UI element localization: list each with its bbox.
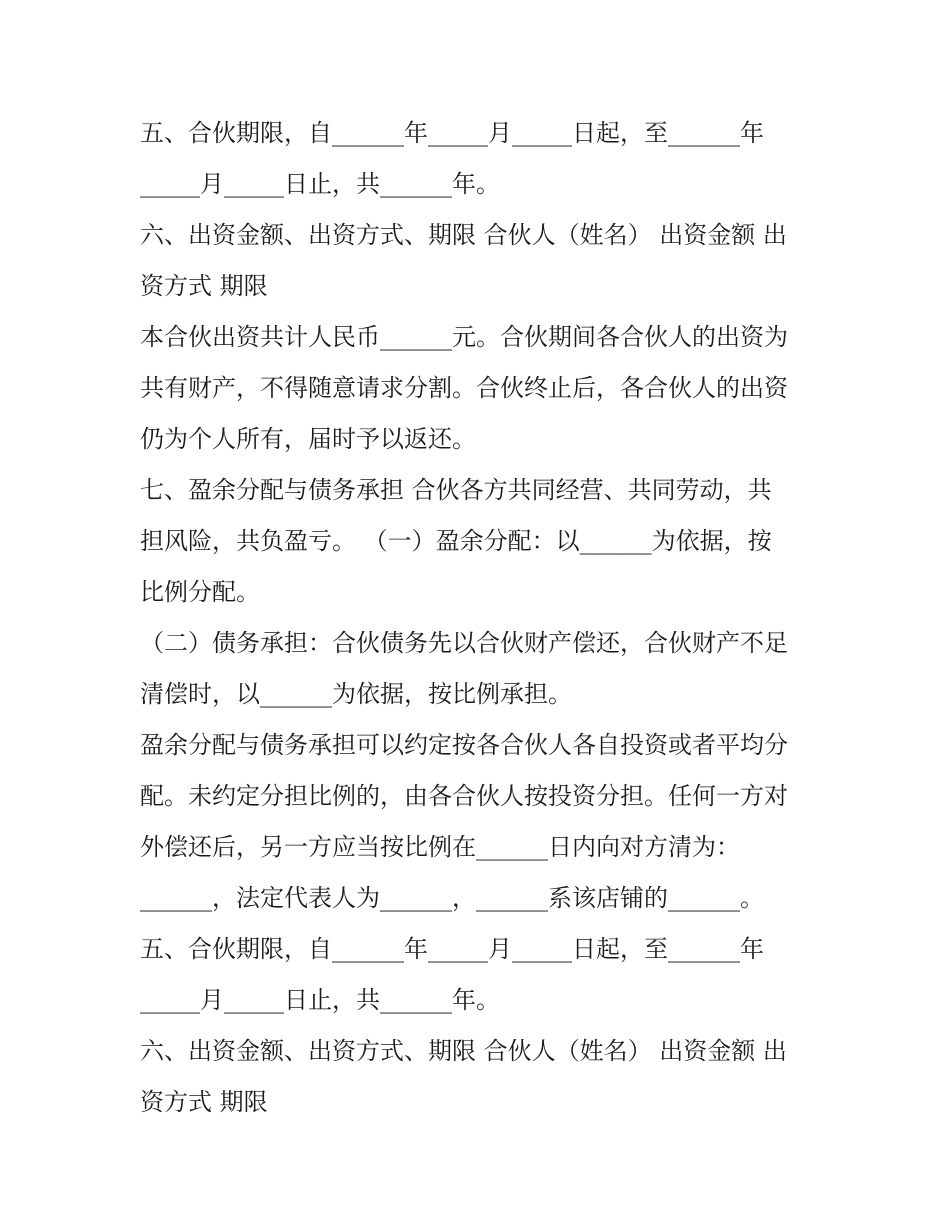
text-line: 共有财产，不得随意请求分割。合伙终止后，各合伙人的出资 [140, 374, 788, 402]
text-line: 比例分配。 [140, 578, 260, 606]
text-line: 担风险，共负盈亏。 （一）盈余分配：以______为依据，按 [140, 527, 772, 555]
text-line: 六、出资金额、出资方式、期限 合伙人（姓名） 出资金额 出 [140, 221, 787, 249]
text-line: 清偿时，以______为依据，按比例承担。 [140, 680, 572, 708]
text-line: _____月_____日止，共______年。 [140, 170, 500, 198]
text-line: 五、合伙期限，自______年_____月_____日起，至______年 [140, 935, 764, 963]
text-line: 盈余分配与债务承担可以约定按各合伙人各自投资或者平均分 [140, 731, 788, 759]
text-line: 外偿还后，另一方应当按比例在______日内向对方清为： [140, 833, 740, 861]
document-body [140, 108, 830, 1128]
text-line: 五、合伙期限，自______年_____月_____日起，至______年 [140, 119, 764, 147]
text-line: _____月_____日止，共______年。 [140, 986, 500, 1014]
text-line: 本合伙出资共计人民币______元。合伙期间各合伙人的出资为 [140, 323, 788, 351]
text-line: 仍为个人所有，届时予以返还。 [140, 425, 476, 453]
text-line: ______，法定代表人为______，______系该店铺的______。 [140, 884, 764, 912]
text-line: 资方式 期限 [140, 1088, 268, 1116]
text-line: （二）债务承担：合伙债务先以合伙财产偿还，合伙财产不足 [140, 629, 788, 657]
text-line: 六、出资金额、出资方式、期限 合伙人（姓名） 出资金额 出 [140, 1037, 787, 1065]
text-line: 资方式 期限 [140, 272, 268, 300]
text-line: 配。未约定分担比例的，由各合伙人按投资分担。任何一方对 [140, 782, 788, 810]
text-line: 七、盈余分配与债务承担 合伙各方共同经营、共同劳动，共 [140, 476, 772, 504]
